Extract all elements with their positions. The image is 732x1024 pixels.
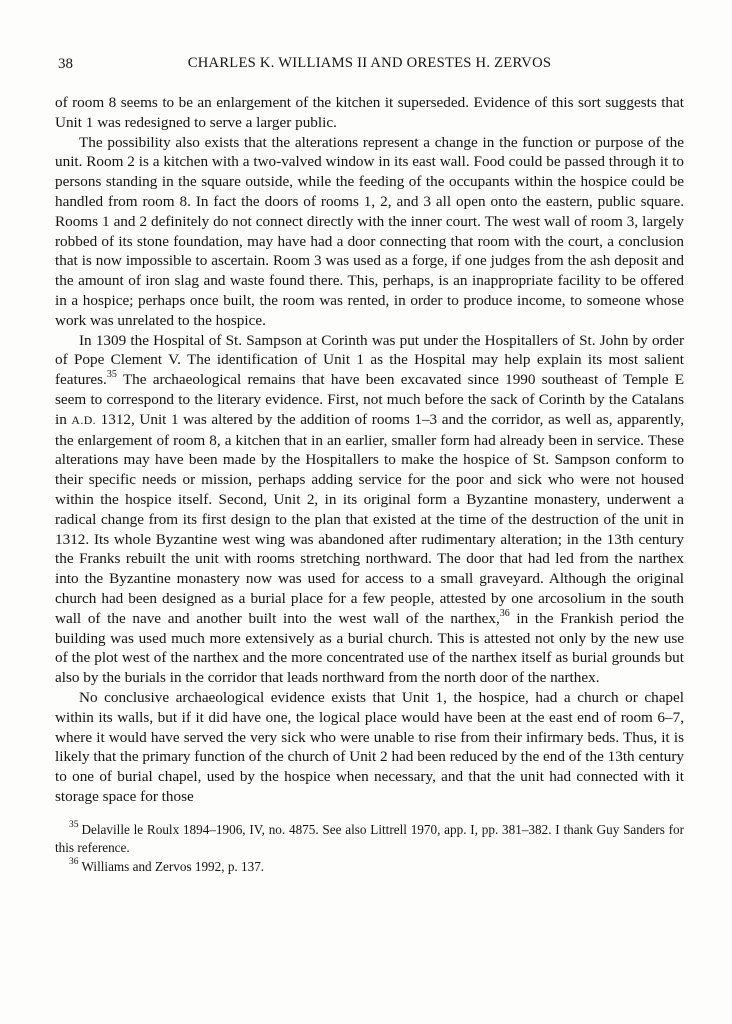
footnote-36-number: 36 — [69, 857, 79, 868]
paragraph-4-text: No conclusive archaeological evidence exists that Unit 1, the hospice, had a church or chapel within its walls, but if it did have one, the logical place would have been at the east end of room 6–7, where it would have served the very sick who were unable to rise from their infirmary beds. Thus, it is likely that the primary function of the church of Unit 2 had been reduced by the end of the 13th century to one of burial chapel, used by the hospice when necessary, and that the unit had connected with it storage space for those — [55, 688, 684, 805]
paragraph-3-run-3: 1312, Unit 1 was altered by the addition of rooms 1–3 and the corridor, as well as, apparently, the enlargement of room 8, a kitchen that in an earlier, smaller form had already been in service. These alterations may have been made by the Hospitallers to make the hospice of St. Sampson conform to their specific needs or mission, perhaps adding service for the poor and sick who were not housed within the hospice itself. Second, Unit 2, in its original form a Byzantine monastery, underwent a radical change from its first design to the plan that existed at the time of the destruction of the unit in 1312. Its whole Byzantine west wing was abandoned after rudimentary alteration; in the 13th century the Franks rebuilt the unit with rooms stretching northward. The door that had led from the narthex into the Byzantine monastery now was used for access to a small graveyard. Although the original church had been designed as a burial place for a few people, attested by one arcosolium in the south wall of the nave and another built into the west wall of the narthex, — [55, 410, 684, 627]
footnote-35-text: Delaville le Roulx 1894–1906, IV, no. 4875. See also Littrell 1970, app. I, pp. 381–382. I thank Guy Sanders for this reference. — [55, 821, 684, 856]
paragraph-1-text: of room 8 seems to be an enlargement of the kitchen it superseded. Evidence of this sort suggests that Unit 1 was redesigned to serve a larger public. — [55, 94, 684, 131]
paragraph-4 — [55, 688, 684, 807]
paragraph-3 — [55, 331, 684, 688]
page-number: 38 — [58, 56, 73, 72]
body-text — [55, 93, 684, 807]
running-header — [55, 55, 684, 73]
running-head-authors: CHARLES K. WILLIAMS II AND ORESTES H. ZERVOS — [187, 55, 552, 71]
paragraph-3-run-4: in the Frankish period the building was used much more extensively as a burial church. This is attested not only by the new use of the plot west of the narthex and the more concentrated use of the narthex itself as burial grounds but also by the burials in the corridor that leads northward from the north door of the narthex. — [55, 609, 684, 687]
paragraph-3-run-1: In 1309 the Hospital of St. Sampson at Corinth was put under the Hospitallers of St. John by order of Pope Clement V. The identification of Unit 1 as the Hospital may help explain its most salient features. — [55, 331, 684, 389]
paragraph-2-text: The possibility also exists that the alterations represent a change in the function or purpose of the unit. Room 2 is a kitchen with a two-valved window in its east wall. Food could be passed through it to persons standing in the square outside, while the feeding of the occupants within the hospice could be handled from room 8. In fact the doors of rooms 1, 2, and 3 all open onto the eastern, public square. Rooms 1 and 2 definitely do not connect directly with the inner court. The west wall of room 3, largely robbed of its stone foundation, may have had a door connecting that room with the court, a conclusion that is now impossible to ascertain. Room 3 was used as a forge, if one judges from the ash deposit and the amount of iron slag and waste found there. This, perhaps, is an inappropriate facility to be offered in a hospice; perhaps once built, the room was rented, in order to produce income, to someone whose work was unrelated to the hospice. — [55, 133, 684, 329]
footnote-ref-35: 35 — [106, 369, 117, 381]
footnote-35-number: 35 — [69, 820, 79, 831]
paragraph-1 — [55, 93, 684, 133]
footnote-36 — [55, 858, 684, 876]
footnote-35 — [55, 821, 684, 858]
paragraph-3-run-2: The archaeological remains that have been excavated since 1990 southeast of Temple E seem to correspond to the literary evidence. First, not much before the sack of Corinth by the Catalans in — [55, 371, 684, 428]
footnote-ref-36: 36 — [499, 607, 510, 619]
footnote-36-text: Williams and Zervos 1992, p. 137. — [81, 858, 265, 874]
footnotes-section — [55, 821, 684, 876]
paragraph-3-ad-smallcaps: A.D. — [71, 412, 97, 427]
paragraph-2 — [55, 133, 684, 331]
